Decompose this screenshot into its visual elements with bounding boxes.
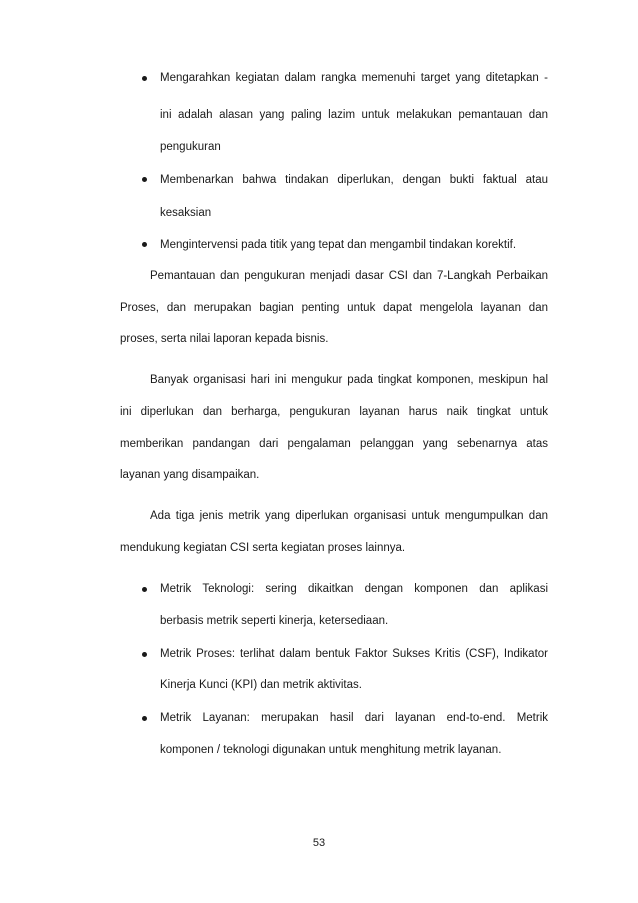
bullet-marker <box>142 177 147 182</box>
bullet-marker <box>142 242 147 247</box>
bullet-marker <box>142 716 147 721</box>
paragraph-line: Banyak organisasi hari ini mengukur pada tingkat komponen, meskipun hal <box>150 374 548 386</box>
list-item-line: Metrik Teknologi: sering dikaitkan dengan komponen dan aplikasi <box>160 583 548 595</box>
bullet-marker <box>142 76 147 81</box>
list-item-line: ini adalah alasan yang paling lazim untuk melakukan pemantauan dan <box>160 109 548 121</box>
list-item-line: Membenarkan bahwa tindakan diperlukan, dengan bukti faktual atau <box>160 174 548 186</box>
paragraph-line: proses, serta nilai laporan kepada bisnis. <box>120 333 329 345</box>
list-item-line: Metrik Proses: terlihat dalam bentuk Faktor Sukses Kritis (CSF), Indikator <box>160 648 548 660</box>
paragraph-line: mendukung kegiatan CSI serta kegiatan proses lainnya. <box>120 542 406 554</box>
paragraph-line: Ada tiga jenis metrik yang diperlukan organisasi untuk mengumpulkan dan <box>150 510 548 522</box>
list-item-line: Mengarahkan kegiatan dalam rangka memenuhi target yang ditetapkan - <box>160 72 548 84</box>
paragraph-line: Pemantauan dan pengukuran menjadi dasar CSI dan 7-Langkah Perbaikan <box>150 270 548 282</box>
list-item-line: komponen / teknologi digunakan untuk menghitung metrik layanan. <box>160 744 502 756</box>
list-item-line: Metrik Layanan: merupakan hasil dari layanan end-to-end. Metrik <box>160 712 548 724</box>
list-item-line: Mengintervensi pada titik yang tepat dan mengambil tindakan korektif. <box>160 239 517 251</box>
list-item-line: berbasis metrik seperti kinerja, ketersediaan. <box>160 615 389 627</box>
list-item-line: kesaksian <box>160 207 212 219</box>
bullet-marker <box>142 587 147 592</box>
paragraph-line: Proses, dan merupakan bagian penting untuk dapat mengelola layanan dan <box>120 302 548 314</box>
paragraph-line: memberikan pandangan dari pengalaman pelanggan yang sebenarnya atas <box>120 438 548 450</box>
page-number: 53 <box>312 837 326 849</box>
paragraph-line: ini diperlukan dan berharga, pengukuran layanan harus naik tingkat untuk <box>120 406 548 418</box>
list-item-line: Kinerja Kunci (KPI) dan metrik aktivitas. <box>160 679 362 691</box>
list-item-line: pengukuran <box>160 141 221 153</box>
bullet-marker <box>142 652 147 657</box>
paragraph-line: layanan yang disampaikan. <box>120 469 260 481</box>
